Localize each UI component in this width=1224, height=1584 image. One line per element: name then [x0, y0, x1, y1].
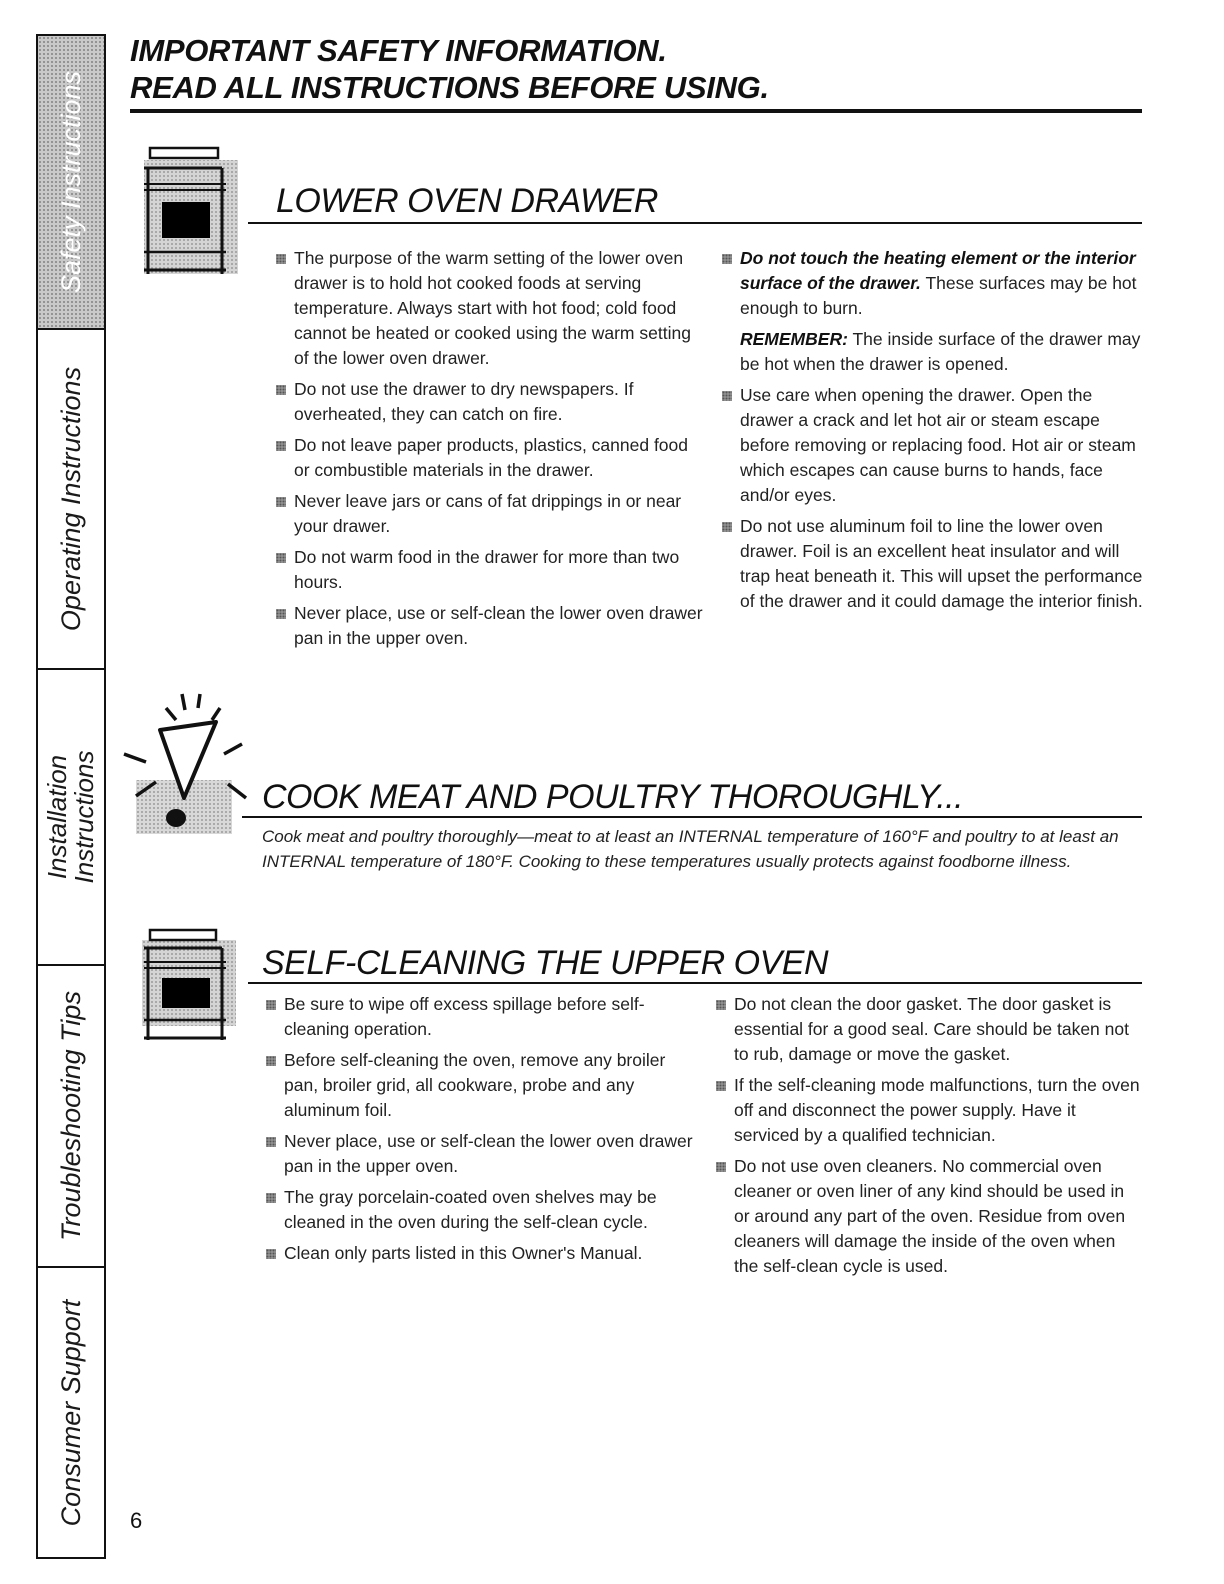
remember-note: REMEMBER: The inside surface of the drawer may be hot when the drawer is opened. [740, 329, 1141, 374]
tab-label: Installation Instructions [42, 750, 99, 884]
tab-installation-instructions[interactable] [38, 670, 104, 966]
tab-safety-instructions[interactable] [38, 36, 104, 330]
warning-text: Do not touch the heating element or the interior surface of the drawer. [740, 248, 1136, 293]
list-item: The purpose of the warm setting of the lower oven drawer is to hold hot cooked foods at serving temperature. Always start with hot food; cold food cannot be heated or cooked using the warm setting of the lower oven drawer. [276, 246, 706, 371]
list-item: Do not use the drawer to dry newspapers. If overheated, they can catch on fire. [276, 377, 706, 427]
section-divider [248, 222, 1142, 224]
list-item: Do not use aluminum foil to line the lower oven drawer. Foil is an excellent heat insulator and will trap heat beneath it. This will upset the performance of the drawer and it could damage the interior finish. [722, 514, 1144, 614]
list-item: Do not clean the door gasket. The door gasket is essential for a good seal. Care should be taken not to rub, damage or move the gasket. [716, 992, 1144, 1067]
self-clean-right-list [716, 992, 1144, 1285]
list-item: Do not touch the heating element or the interior surface of the drawer. These surfaces may be hot enough to burn. [722, 246, 1144, 321]
lower-drawer-left-list [276, 246, 706, 657]
lower-drawer-right-list [722, 246, 1144, 620]
range-icon [138, 146, 238, 276]
title-divider [130, 109, 1142, 113]
list-item: Before self-cleaning the oven, remove any broiler pan, broiler grid, all cookware, probe and any aluminum foil. [266, 1048, 696, 1123]
tab-troubleshooting-tips[interactable] [38, 966, 104, 1268]
list-item: Use care when opening the drawer. Open the drawer a crack and let hot air or steam escape before removing or replacing food. Hot air or steam which escapes can cause burns to hands, face and/or eyes. [722, 383, 1144, 508]
page-title-line-1: IMPORTANT SAFETY INFORMATION. [130, 33, 667, 68]
list-item: The gray porcelain-coated oven shelves may be cleaned in the oven during the self-clean cycle. [266, 1185, 696, 1235]
list-item: If the self-cleaning mode malfunctions, turn the oven off and disconnect the power supply. Have it serviced by a qualified technician. [716, 1073, 1144, 1148]
list-item: Never leave jars or cans of fat drippings in or near your drawer. [276, 489, 706, 539]
page-title [130, 32, 1140, 106]
section-title-lower-oven-drawer: LOWER OVEN DRAWER [276, 182, 658, 220]
list-item: Do not warm food in the drawer for more than two hours. [276, 545, 706, 595]
section-title-self-cleaning: SELF-CLEANING THE UPPER OVEN [262, 944, 829, 982]
section-divider [248, 982, 1142, 984]
tab-label: Operating Instructions [56, 366, 86, 632]
range-icon [138, 928, 238, 1043]
page-number: 6 [130, 1508, 143, 1533]
tab-consumer-support[interactable] [38, 1268, 104, 1557]
list-item: Be sure to wipe off excess spillage before self-cleaning operation. [266, 992, 696, 1042]
section-title-cook-meat: COOK MEAT AND POULTRY THOROUGHLY... [262, 778, 964, 816]
remember-label: REMEMBER: [740, 329, 848, 349]
list-item: Never place, use or self-clean the lower oven drawer pan in the upper oven. [276, 601, 706, 651]
list-item: Never place, use or self-clean the lower oven drawer pan in the upper oven. [266, 1129, 696, 1179]
list-item: Do not use oven cleaners. No commercial oven cleaner or oven liner of any kind should be used in or around any part of the oven. Residue from oven cleaners will damage the inside of the oven when the self-clean cycle is used. [716, 1154, 1144, 1279]
section-tabs [36, 34, 106, 1559]
tab-label: Safety Instructions [56, 70, 86, 294]
list-item: Do not leave paper products, plastics, canned food or combustible materials in the drawer. [276, 433, 706, 483]
warning-exclamation-icon [120, 686, 250, 836]
tab-operating-instructions[interactable] [38, 330, 104, 670]
tab-label: Troubleshooting Tips [56, 991, 86, 1241]
page-title-line-2: READ ALL INSTRUCTIONS BEFORE USING. [130, 70, 769, 105]
self-clean-left-list [266, 992, 696, 1272]
tab-label: Consumer Support [56, 1299, 86, 1526]
section-divider [242, 816, 1142, 818]
cook-meat-text: Cook meat and poultry thoroughly—meat to at least an INTERNAL temperature of 160°F and poultry to at least an INTERNAL temperature of 180°F. Cooking to these temperatures usually protects against foodborne illness. [262, 827, 1119, 871]
list-item: Clean only parts listed in this Owner's Manual. [266, 1241, 696, 1266]
